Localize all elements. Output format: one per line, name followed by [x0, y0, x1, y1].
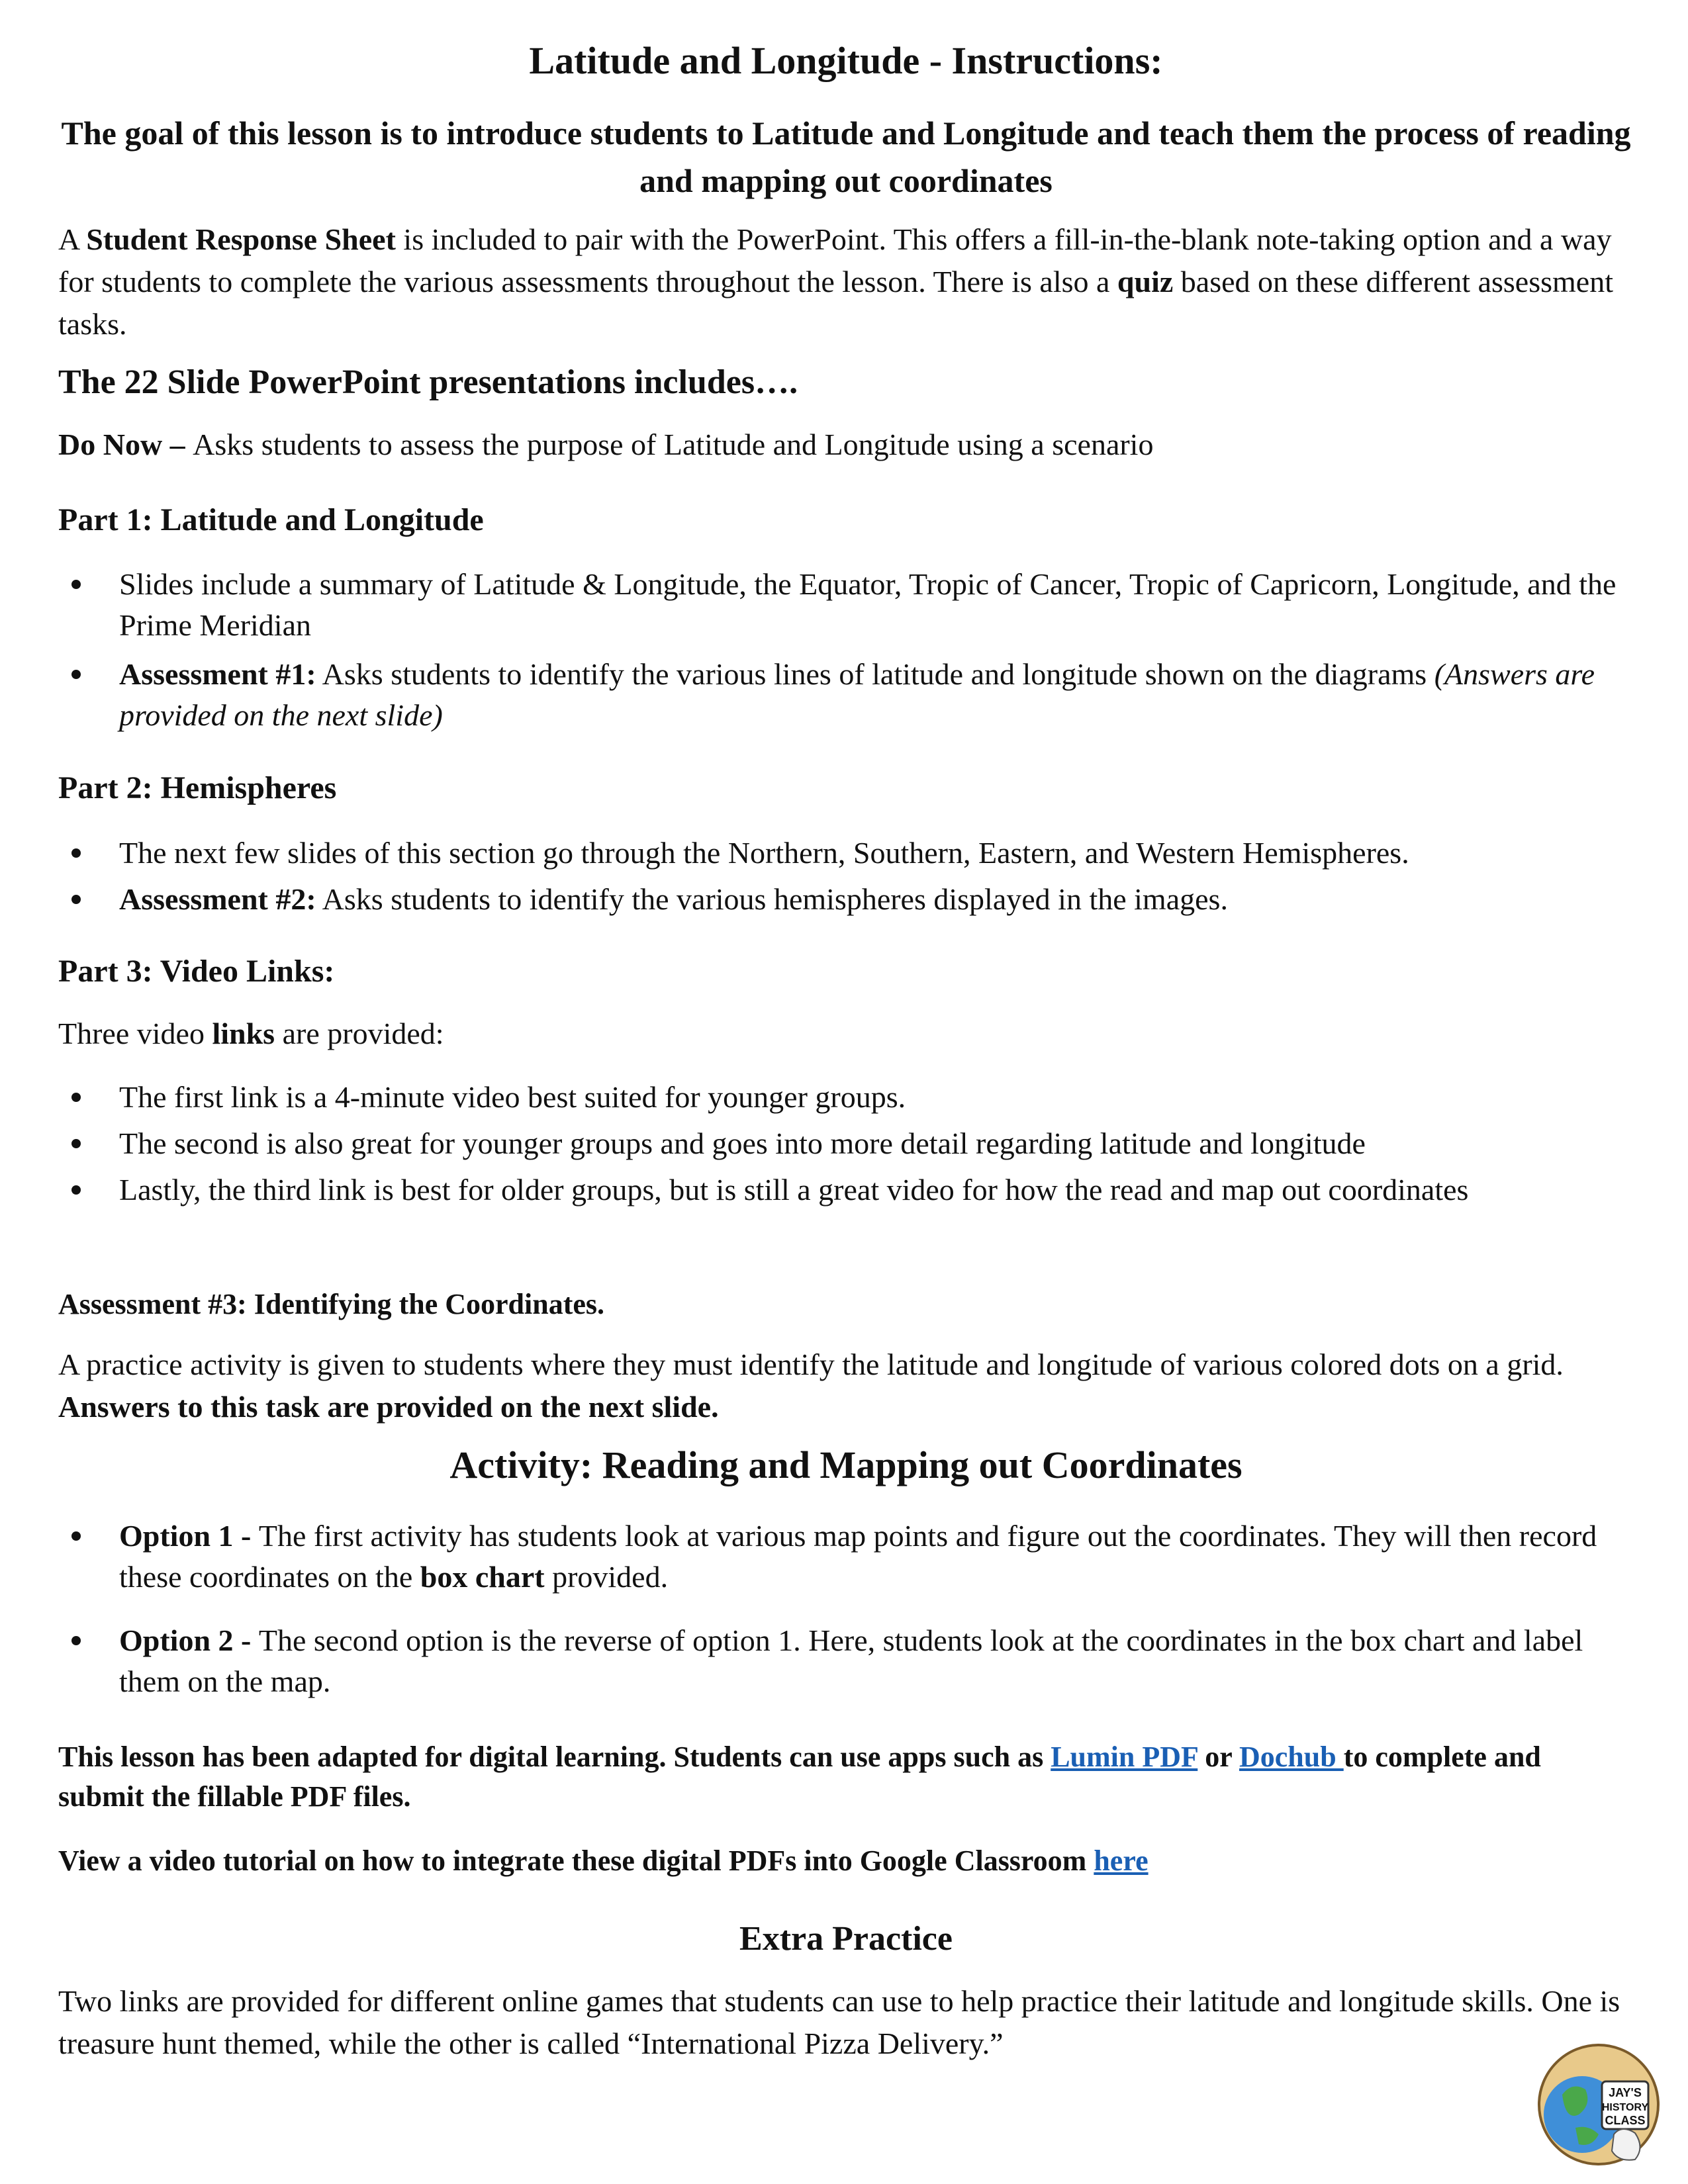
list-item-text: Slides include a summary of Latitude & Longitude, the Equator, Tropic of Cancer, Tropic of Capricorn, Longitude, and the Prime Meridian	[119, 567, 1617, 642]
part2-heading: Part 2: Hemispheres	[58, 770, 337, 805]
assessment1-label: Assessment #1:	[119, 657, 316, 691]
list-item	[58, 1077, 1634, 1118]
tutorial-line	[58, 1840, 1634, 1882]
tutorial-text: View a video tutorial on how to integrate these digital PDFs into Google Classroom	[58, 1844, 1094, 1877]
box-chart-label: box chart	[420, 1560, 545, 1594]
do-now-text: Asks students to assess the purpose of Latitude and Longitude using a scenario	[193, 428, 1154, 461]
extra-practice-heading: Extra Practice	[739, 1920, 953, 1958]
list-item	[58, 1620, 1634, 1702]
list-item-text: The next few slides of this section go through the Northern, Southern, Eastern, and Western Hemispheres.	[119, 836, 1409, 870]
page-title: Latitude and Longitude - Instructions:	[529, 39, 1163, 82]
bullet-icon	[71, 1531, 81, 1541]
part2-list	[58, 833, 1634, 920]
intro-text-b: is included to pair with the PowerPoint. This offers a fill-in-the-blank note-taking option and a way for students to complete the various assessments throughout the lesson. There is also a	[58, 222, 1612, 298]
intro-text: Three video	[58, 1017, 212, 1050]
intro-text: are provided:	[275, 1017, 444, 1050]
answers-note: (Answers are provided on the next slide)	[119, 657, 1595, 732]
list-item-text: The first activity has students look at various map points and figure out the coordinates. They will then record these coordinates on the	[119, 1519, 1597, 1594]
part1-list	[58, 564, 1634, 736]
list-item-text: The second option is the reverse of option 1. Here, students look at the coordinates in the box chart and label them on the map.	[119, 1623, 1583, 1698]
student-response-sheet-label: Student Response Sheet	[86, 222, 396, 256]
list-item-text: provided.	[544, 1560, 669, 1594]
option2-label: Option 2 -	[119, 1623, 259, 1657]
extra-practice-paragraph: Two links are provided for different online games that students can use to help practice their latitude and longitude skills. One is treasure hunt themed, while the other is called “International Pizza Delivery.”	[58, 1984, 1620, 2060]
digital-learning-paragraph	[58, 1737, 1634, 1817]
list-item	[58, 1169, 1634, 1210]
tutorial-here-link[interactable]: here	[1094, 1844, 1149, 1877]
digital-text: to complete and submit the fillable PDF files.	[58, 1741, 1541, 1813]
jays-history-class-logo	[1536, 2042, 1662, 2167]
bullet-icon	[71, 670, 81, 679]
activity-heading: Activity: Reading and Mapping out Coordinates	[449, 1443, 1243, 1486]
digital-text: This lesson has been adapted for digital learning. Students can use apps such as	[58, 1741, 1051, 1773]
logo-text-line2: HISTORY	[1601, 2102, 1649, 2113]
bullet-icon	[71, 1636, 81, 1645]
list-item-text: Lastly, the third link is best for older groups, but is still a great video for how the read and map out coordinates	[119, 1173, 1469, 1206]
dochub-link[interactable]: Dochub	[1239, 1741, 1344, 1773]
list-item-text: The second is also great for younger groups and goes into more detail regarding latitude and longitude	[119, 1126, 1366, 1160]
part3-heading: Part 3: Video Links:	[58, 954, 335, 989]
digital-text: or	[1197, 1741, 1239, 1773]
quiz-label: quiz	[1117, 265, 1174, 298]
logo-text-line1: JAY'S	[1609, 2086, 1642, 2099]
list-item	[58, 1123, 1634, 1164]
logo-text-line3: CLASS	[1605, 2114, 1646, 2127]
list-item	[58, 879, 1634, 920]
assessment3-text: A practice activity is given to students where they must identify the latitude and longitude of various colored dots on a grid.	[58, 1347, 1564, 1381]
list-item-text: Asks students to identify the various lines of latitude and longitude shown on the diagrams	[316, 657, 1434, 691]
activity-options-list	[58, 1516, 1634, 1702]
list-item	[58, 833, 1634, 874]
bullet-icon	[71, 1093, 81, 1102]
lesson-goal: The goal of this lesson is to introduce students to Latitude and Longitude and teach them the process of reading and mapping out coordinates	[61, 114, 1631, 199]
lumin-pdf-link[interactable]: Lumin PDF	[1051, 1741, 1198, 1773]
intro-text-c: based on these different assessment tasks.	[58, 265, 1613, 341]
list-item	[58, 654, 1634, 736]
links-label: links	[212, 1017, 275, 1050]
assessment3-paragraph	[58, 1343, 1634, 1428]
bullet-icon	[71, 580, 81, 589]
do-now-label: Do Now –	[58, 428, 193, 461]
bullet-icon	[71, 1139, 81, 1148]
list-item-text: The first link is a 4-minute video best suited for younger groups.	[119, 1080, 906, 1114]
bullet-icon	[71, 848, 81, 858]
do-now-line	[58, 424, 1634, 466]
part1-heading: Part 1: Latitude and Longitude	[58, 502, 484, 537]
assessment3-answers-note: Answers to this task are provided on the next slide.	[58, 1390, 719, 1424]
list-item-text: Asks students to identify the various hemispheres displayed in the images.	[316, 882, 1228, 916]
bullet-icon	[71, 1185, 81, 1195]
intro-paragraph	[58, 218, 1634, 345]
list-item	[58, 564, 1634, 646]
assessment3-heading: Assessment #3: Identifying the Coordinates.	[58, 1288, 604, 1320]
list-item	[58, 1516, 1634, 1598]
video-links-intro	[58, 1013, 1634, 1055]
intro-text-a: A	[58, 222, 87, 256]
part3-list	[58, 1077, 1634, 1210]
powerpoint-heading: The 22 Slide PowerPoint presentations includes….	[58, 363, 798, 401]
bullet-icon	[71, 895, 81, 904]
assessment2-label: Assessment #2:	[119, 882, 316, 916]
option1-label: Option 1 -	[119, 1519, 259, 1553]
